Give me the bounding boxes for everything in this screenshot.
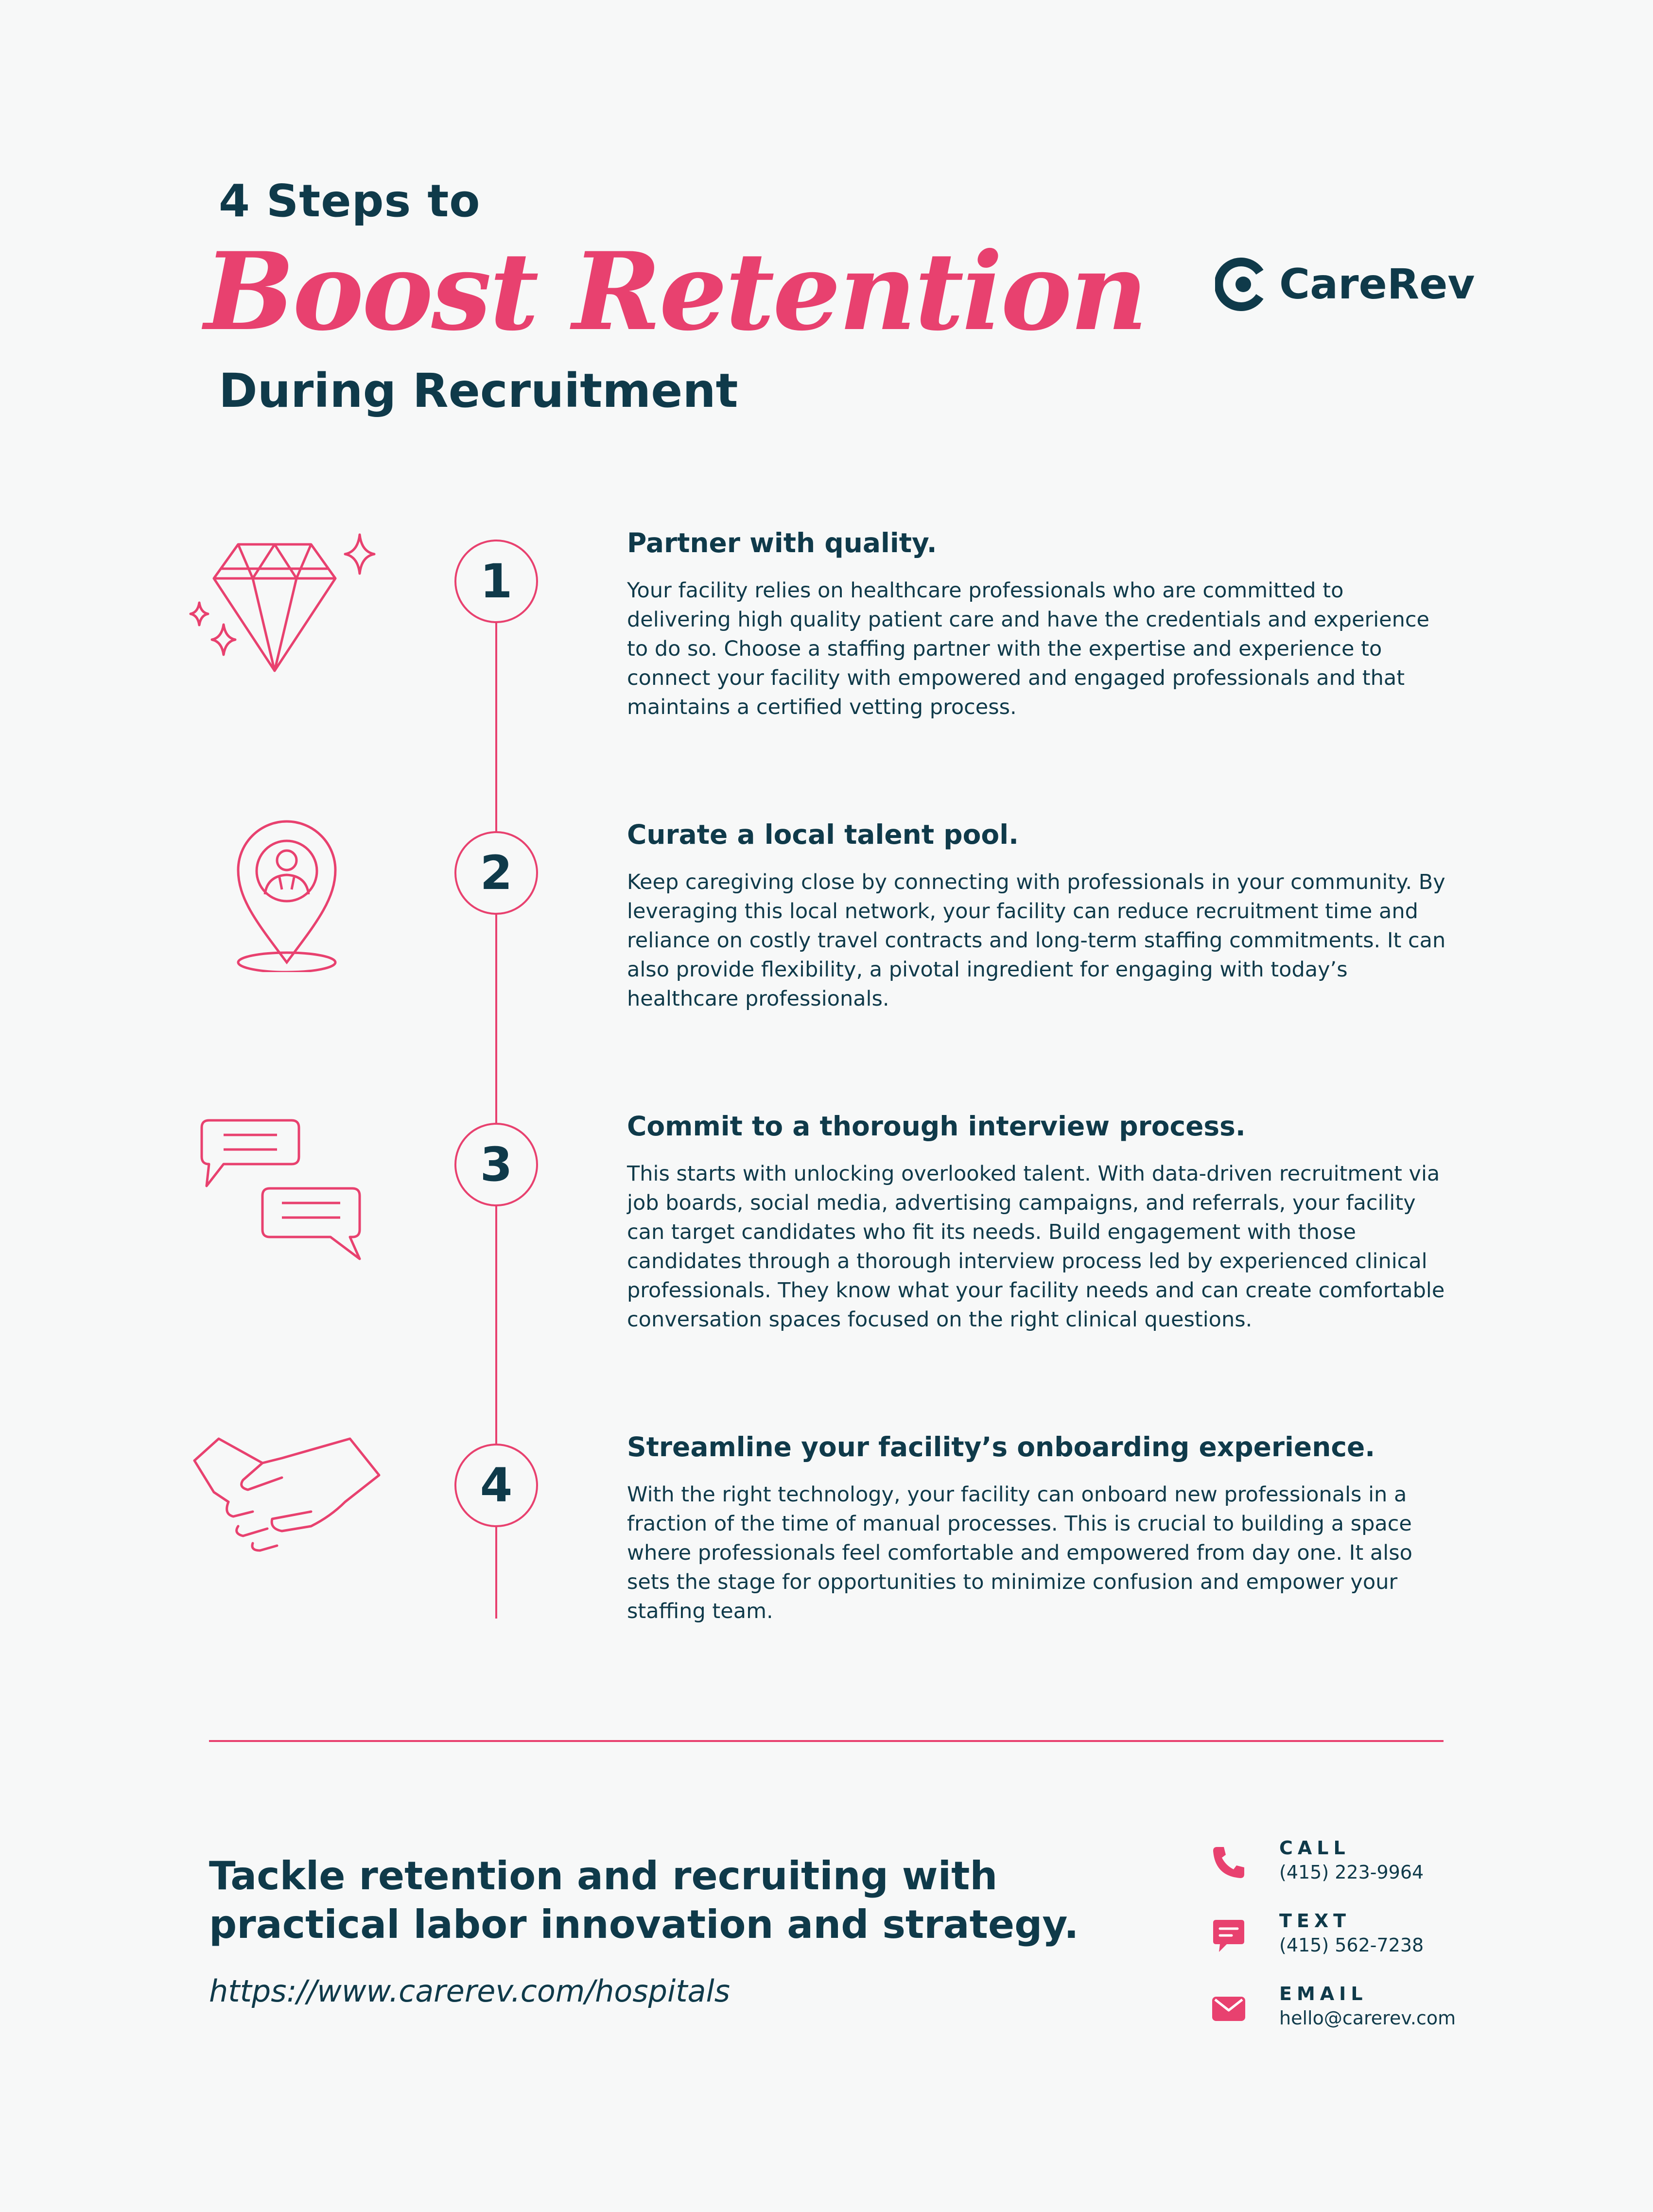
contact-call[interactable] <box>1210 1837 1424 1883</box>
step-2-body: Keep caregiving close by connecting with professionals in your community. By leveraging this local network, your facility can reduce recruitment time and reliance on costly travel contracts and long-term staffing commitments. It can also provide flexibility, a pivotal ingredient for engaging with today’s healthcare professionals. <box>627 870 1446 1011</box>
contact-text[interactable] <box>1210 1910 1424 1956</box>
step-2-icon-wrap <box>185 817 389 974</box>
step-1-icon-wrap <box>185 525 389 682</box>
carerev-logo-icon <box>1215 258 1269 311</box>
location-pin-icon <box>185 817 389 972</box>
step-1-body: Your facility relies on healthcare professionals who are committed to delivering high quality patient care and have the credentials and experience to do so. Choose a staffing partner with the expertise and experience to connect your facility with empowered and engaged professionals and that maintains a certified vetting process. <box>627 578 1429 719</box>
handshake-icon <box>185 1429 389 1585</box>
title-bottom: During Recruitment <box>219 364 738 418</box>
divider <box>209 1740 1444 1742</box>
chat-bubbles-icon <box>185 1108 389 1264</box>
diamond-icon <box>185 525 389 680</box>
step-3-title: Commit to a thorough interview process. <box>627 1111 1246 1142</box>
contact-email-label: EMAIL <box>1279 1983 1368 2004</box>
contact-text-value: (415) 562-7238 <box>1279 1934 1424 1956</box>
step-1-number: 1 <box>454 540 538 623</box>
logo-text: CareRev <box>1279 260 1475 309</box>
contact-call-label: CALL <box>1279 1837 1350 1859</box>
step-3-body: This starts with unlocking overlooked talent. With data-driven recruitment via job boards, social media, advertising campaigns, and referrals, your facility can target candidates who fit its needs. Build engagement with those candidates through a thorough interview process led by experienced clinical professionals. They know what your facility needs and can create comfortable conversation spaces focused on the right clinical questions. <box>627 1162 1445 1332</box>
step-4-number: 4 <box>454 1444 538 1527</box>
contact-text-label: TEXT <box>1279 1910 1351 1932</box>
footer-url[interactable]: https://www.carerev.com/hospitals <box>209 1973 731 2009</box>
phone-icon <box>1210 1844 1247 1881</box>
step-4-title: Streamline your facility’s onboarding experience. <box>627 1431 1375 1463</box>
step-3-number: 3 <box>454 1123 538 1206</box>
title-top: 4 Steps to <box>219 175 481 227</box>
logo <box>1215 258 1475 311</box>
step-4-body: With the right technology, your facility can onboard new professionals in a fraction of the time of manual processes. This is crucial to building a space where professionals feel comfortable and empowered from day one. It also sets the stage for opportunities to minimize confusion and empower your staffing team. <box>627 1482 1412 1623</box>
step-4-icon-wrap <box>185 1429 389 1586</box>
step-3-icon-wrap <box>185 1108 389 1266</box>
message-icon <box>1210 1917 1247 1954</box>
envelope-icon <box>1210 1990 1247 2027</box>
contact-call-value: (415) 223-9964 <box>1279 1862 1424 1883</box>
contact-email[interactable] <box>1210 1983 1456 2029</box>
step-2-title: Curate a local talent pool. <box>627 819 1019 850</box>
step-1-title: Partner with quality. <box>627 527 937 558</box>
footer-cta: Tackle retention and recruiting with practical labor innovation and strategy. <box>209 1853 1079 1947</box>
contact-email-value: hello@carerev.com <box>1279 2007 1456 2029</box>
title-script: Boost Retention <box>204 228 1146 354</box>
step-2-number: 2 <box>454 831 538 915</box>
